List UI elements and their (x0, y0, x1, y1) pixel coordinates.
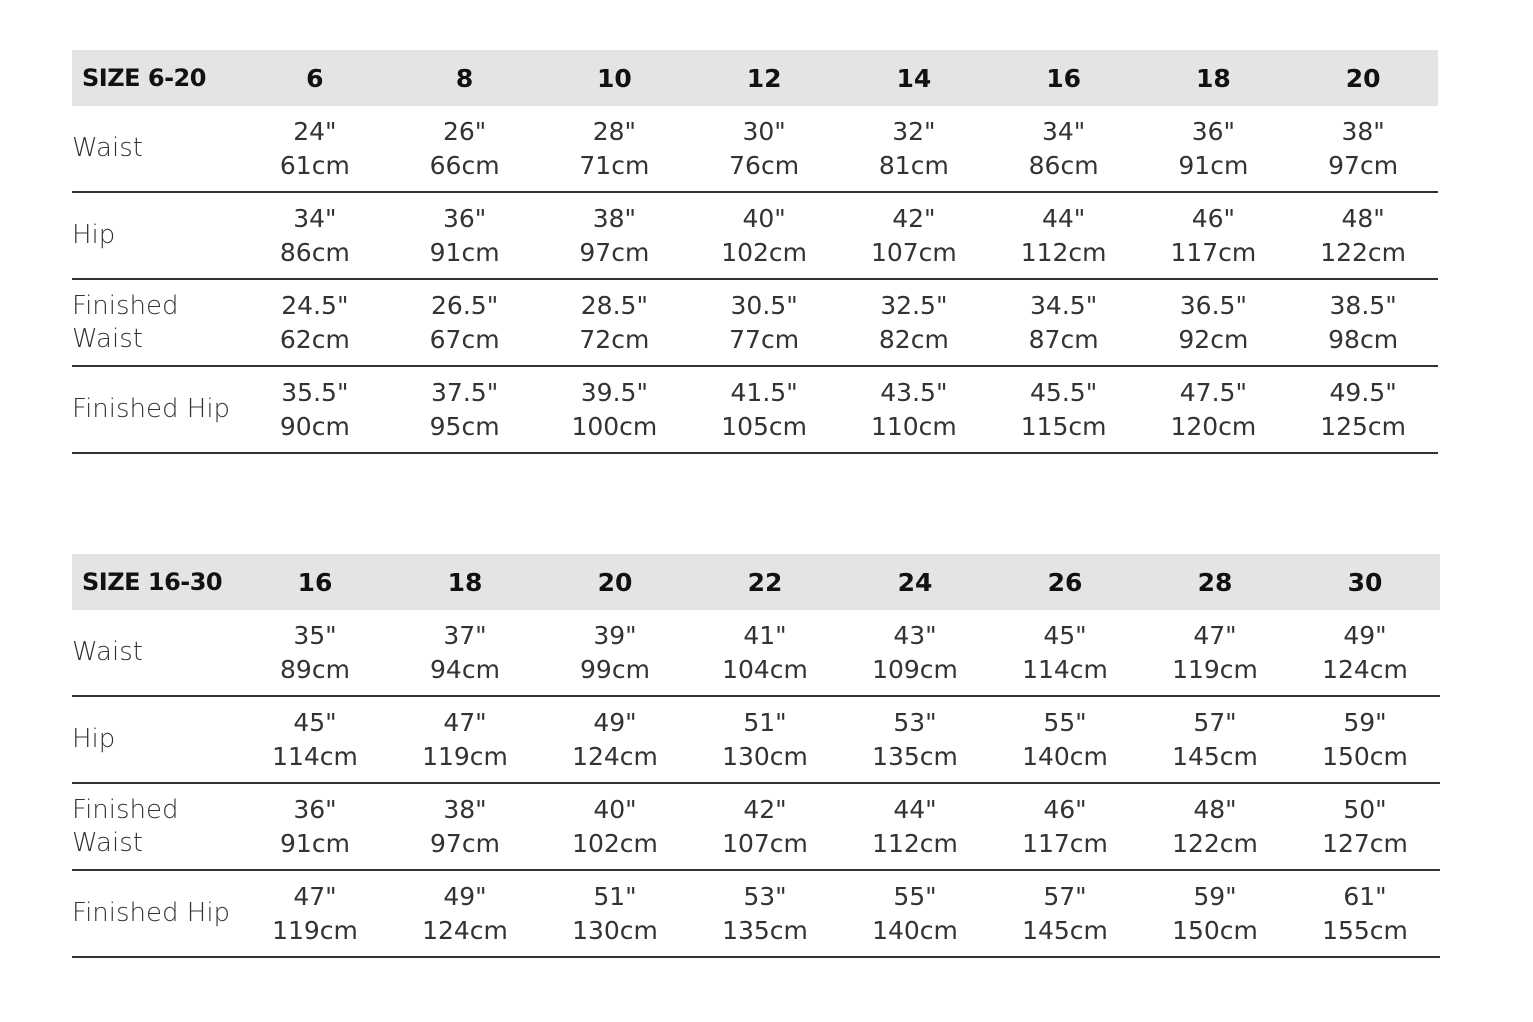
measurement-cell (1139, 289, 1289, 357)
measurement-cell (240, 619, 390, 687)
cm-value: 117cm (1170, 237, 1257, 267)
cm-value: 124cm (1322, 654, 1408, 684)
measurement-cell (240, 706, 390, 774)
cm-value: 91cm (429, 237, 500, 267)
measurement-cell (240, 289, 390, 357)
cm-value: 90cm (279, 411, 350, 441)
inches-value: 28.5" (580, 290, 648, 320)
inches-value: 61" (1343, 881, 1387, 911)
inches-value: 41.5" (730, 377, 798, 407)
measurement-cell (390, 202, 540, 270)
size-column-header: 10 (596, 63, 632, 93)
measurement-cell (689, 115, 839, 183)
measurement-cell (1290, 793, 1440, 861)
cm-value: 76cm (729, 150, 800, 180)
inches-value: 44" (893, 794, 937, 824)
measurement-cell (1139, 115, 1289, 183)
size-column-header: 14 (896, 63, 932, 93)
inches-value: 57" (1043, 881, 1087, 911)
measurement-label: Finished Hip (72, 898, 231, 928)
inches-value: 53" (743, 881, 787, 911)
cm-value: 102cm (572, 828, 658, 858)
inches-value: 57" (1193, 707, 1237, 737)
inches-value: 45" (1043, 620, 1087, 650)
inches-value: 26.5" (431, 290, 499, 320)
cm-value: 91cm (280, 828, 350, 858)
inches-value: 42" (892, 203, 936, 233)
inches-value: 47.5" (1179, 377, 1247, 407)
cm-value: 107cm (722, 828, 808, 858)
cm-value: 122cm (1320, 237, 1407, 267)
measurement-cell (839, 202, 989, 270)
inches-value: 40" (593, 794, 637, 824)
measurement-cell (690, 880, 840, 948)
measurement-cell (390, 619, 540, 687)
measurement-cell (989, 289, 1139, 357)
inches-value: 39" (593, 620, 637, 650)
cm-value: 81cm (878, 150, 949, 180)
size-chart-16-30 (72, 554, 1440, 958)
inches-value: 48" (1193, 794, 1237, 824)
inches-value: 51" (593, 881, 637, 911)
measurement-cell (540, 619, 690, 687)
size-column-header: 18 (1195, 63, 1231, 93)
cm-value: 155cm (1322, 915, 1408, 945)
inches-value: 55" (1043, 707, 1087, 737)
measurement-label: Finished Waist (72, 290, 179, 354)
measurement-cell (390, 706, 540, 774)
measurement-cell (1139, 202, 1289, 270)
inches-value: 36.5" (1179, 290, 1247, 320)
inches-value: 24.5" (281, 290, 349, 320)
inches-value: 47" (1193, 620, 1237, 650)
inches-value: 36" (293, 794, 337, 824)
inches-value: 59" (1343, 707, 1387, 737)
measurement-cell (1290, 619, 1440, 687)
measurement-cell (540, 289, 690, 357)
measurement-cell (390, 793, 540, 861)
cm-value: 119cm (422, 741, 508, 771)
cm-value: 119cm (1172, 654, 1258, 684)
measurement-cell (240, 793, 390, 861)
measurement-label: Waist (72, 133, 143, 163)
measurement-cell (540, 115, 690, 183)
cm-value: 97cm (579, 237, 650, 267)
cm-value: 77cm (729, 324, 800, 354)
measurement-cell (390, 289, 540, 357)
measurement-cell (1140, 619, 1290, 687)
cm-value: 72cm (579, 324, 650, 354)
cm-value: 120cm (1170, 411, 1257, 441)
inches-value: 44" (1041, 203, 1086, 233)
measurement-cell (240, 202, 390, 270)
size-column-header: 16 (1046, 63, 1082, 93)
measurement-cell (840, 619, 990, 687)
inches-value: 34" (1041, 116, 1086, 146)
measurement-cell (839, 376, 989, 444)
measurement-cell (839, 115, 989, 183)
cm-value: 145cm (1022, 915, 1108, 945)
cm-value: 95cm (429, 411, 500, 441)
size-column-header: 20 (1345, 63, 1381, 93)
measurement-cell (989, 376, 1139, 444)
measurement-row (72, 697, 1440, 784)
cm-value: 115cm (1020, 411, 1107, 441)
cm-value: 102cm (721, 237, 808, 267)
inches-value: 38" (1341, 116, 1385, 146)
measurement-cell (839, 289, 989, 357)
measurement-cell (1288, 289, 1438, 357)
size-range-title: SIZE 16-30 (82, 568, 223, 596)
cm-value: 97cm (430, 828, 500, 858)
measurement-row (72, 367, 1438, 454)
size-range-title: SIZE 6-20 (82, 64, 206, 92)
cm-value: 114cm (1022, 654, 1108, 684)
cm-value: 112cm (1020, 237, 1107, 267)
size-header-row (72, 554, 1440, 610)
measurement-cell (689, 202, 839, 270)
cm-value: 109cm (872, 654, 958, 684)
measurement-row (72, 193, 1438, 280)
measurement-cell (990, 793, 1140, 861)
cm-value: 105cm (721, 411, 808, 441)
inches-value: 45" (293, 707, 337, 737)
inches-value: 38" (443, 794, 487, 824)
measurement-cell (540, 793, 690, 861)
inches-value: 41" (743, 620, 787, 650)
cm-value: 135cm (722, 915, 808, 945)
cm-value: 124cm (572, 741, 658, 771)
measurement-cell (1140, 793, 1290, 861)
inches-value: 59" (1193, 881, 1237, 911)
measurement-cell (989, 202, 1139, 270)
measurement-cell (240, 880, 390, 948)
measurement-cell (689, 289, 839, 357)
measurement-label: Hip (72, 724, 116, 754)
cm-value: 97cm (1328, 150, 1399, 180)
measurement-cell (690, 706, 840, 774)
size-column-header: 20 (597, 567, 633, 597)
cm-value: 67cm (429, 324, 500, 354)
measurement-cell (689, 376, 839, 444)
cm-value: 91cm (1178, 150, 1249, 180)
measurement-cell (990, 706, 1140, 774)
measurement-cell (1140, 880, 1290, 948)
measurement-cell (540, 376, 690, 444)
measurement-row (72, 106, 1438, 193)
inches-value: 50" (1343, 794, 1387, 824)
size-column-header: 16 (297, 567, 333, 597)
inches-value: 40" (742, 203, 786, 233)
cm-value: 86cm (279, 237, 350, 267)
inches-value: 34" (293, 203, 337, 233)
inches-value: 49" (443, 881, 487, 911)
inches-value: 32" (892, 116, 936, 146)
inches-value: 30.5" (730, 290, 798, 320)
size-column-header: 28 (1197, 567, 1233, 597)
measurement-row (72, 610, 1440, 697)
cm-value: 71cm (579, 150, 650, 180)
inches-value: 46" (1043, 794, 1087, 824)
cm-value: 127cm (1322, 828, 1408, 858)
size-column-header: 22 (747, 567, 783, 597)
size-header-row (72, 50, 1438, 106)
measurement-cell (540, 706, 690, 774)
inches-value: 30" (742, 116, 786, 146)
measurement-cell (240, 376, 390, 444)
measurement-cell (390, 115, 540, 183)
measurement-row (72, 871, 1440, 958)
measurement-row (72, 280, 1438, 367)
inches-value: 49.5" (1329, 377, 1397, 407)
measurement-cell (990, 880, 1140, 948)
inches-value: 35" (293, 620, 337, 650)
measurement-cell (840, 793, 990, 861)
cm-value: 117cm (1022, 828, 1108, 858)
inches-value: 43.5" (880, 377, 948, 407)
measurement-cell (540, 880, 690, 948)
cm-value: 89cm (280, 654, 350, 684)
cm-value: 94cm (430, 654, 500, 684)
cm-value: 145cm (1172, 741, 1258, 771)
cm-value: 62cm (279, 324, 350, 354)
cm-value: 100cm (571, 411, 658, 441)
inches-value: 26" (442, 116, 487, 146)
measurement-cell (990, 619, 1140, 687)
cm-value: 125cm (1320, 411, 1407, 441)
measurement-cell (690, 793, 840, 861)
inches-value: 49" (1343, 620, 1387, 650)
measurement-cell (1290, 706, 1440, 774)
inches-value: 48" (1341, 203, 1385, 233)
cm-value: 66cm (429, 150, 500, 180)
measurement-cell (989, 115, 1139, 183)
cm-value: 82cm (878, 324, 949, 354)
cm-value: 130cm (572, 915, 658, 945)
cm-value: 150cm (1322, 741, 1408, 771)
cm-value: 140cm (1022, 741, 1108, 771)
inches-value: 32.5" (880, 290, 948, 320)
measurement-label: Hip (72, 220, 116, 250)
size-column-header: 6 (306, 63, 324, 93)
cm-value: 135cm (872, 741, 958, 771)
inches-value: 42" (743, 794, 787, 824)
size-column-header: 30 (1347, 567, 1383, 597)
measurement-cell (1288, 202, 1438, 270)
inches-value: 37.5" (431, 377, 499, 407)
measurement-cell (1290, 880, 1440, 948)
measurement-cell (390, 880, 540, 948)
cm-value: 61cm (279, 150, 350, 180)
cm-value: 110cm (870, 411, 957, 441)
size-column-header: 12 (746, 63, 782, 93)
cm-value: 112cm (872, 828, 958, 858)
inches-value: 55" (893, 881, 937, 911)
cm-value: 150cm (1172, 915, 1258, 945)
inches-value: 28" (592, 116, 637, 146)
measurement-label: Waist (72, 637, 143, 667)
inches-value: 47" (293, 881, 337, 911)
inches-value: 34.5" (1030, 290, 1098, 320)
cm-value: 87cm (1028, 324, 1099, 354)
inches-value: 53" (893, 707, 937, 737)
inches-value: 38.5" (1329, 290, 1397, 320)
cm-value: 104cm (722, 654, 808, 684)
inches-value: 24" (293, 116, 337, 146)
cm-value: 124cm (422, 915, 508, 945)
inches-value: 43" (893, 620, 937, 650)
measurement-label: Finished Waist (72, 794, 179, 858)
measurement-cell (390, 376, 540, 444)
measurement-cell (540, 202, 690, 270)
cm-value: 114cm (272, 741, 358, 771)
measurement-cell (840, 880, 990, 948)
inches-value: 51" (743, 707, 787, 737)
inches-value: 45.5" (1030, 377, 1098, 407)
inches-value: 38" (592, 203, 637, 233)
cm-value: 130cm (722, 741, 808, 771)
size-chart-6-20 (72, 50, 1438, 454)
inches-value: 39.5" (580, 377, 648, 407)
size-column-header: 26 (1047, 567, 1083, 597)
cm-value: 140cm (872, 915, 958, 945)
measurement-cell (240, 115, 390, 183)
measurement-cell (1288, 115, 1438, 183)
inches-value: 36" (1191, 116, 1236, 146)
cm-value: 92cm (1178, 324, 1249, 354)
measurement-cell (1288, 376, 1438, 444)
cm-value: 86cm (1028, 150, 1099, 180)
cm-value: 122cm (1172, 828, 1258, 858)
inches-value: 47" (443, 707, 487, 737)
measurement-cell (1140, 706, 1290, 774)
size-column-header: 18 (447, 567, 483, 597)
cm-value: 107cm (870, 237, 957, 267)
measurement-cell (1139, 376, 1289, 444)
size-column-header: 24 (897, 567, 933, 597)
size-column-header: 8 (455, 63, 474, 93)
measurement-cell (690, 619, 840, 687)
cm-value: 99cm (580, 654, 650, 684)
cm-value: 119cm (272, 915, 358, 945)
measurement-cell (840, 706, 990, 774)
measurement-row (72, 784, 1440, 871)
inches-value: 46" (1191, 203, 1236, 233)
measurement-label: Finished Hip (72, 394, 231, 424)
inches-value: 37" (443, 620, 487, 650)
cm-value: 98cm (1328, 324, 1399, 354)
inches-value: 49" (593, 707, 637, 737)
inches-value: 36" (442, 203, 487, 233)
inches-value: 35.5" (281, 377, 349, 407)
